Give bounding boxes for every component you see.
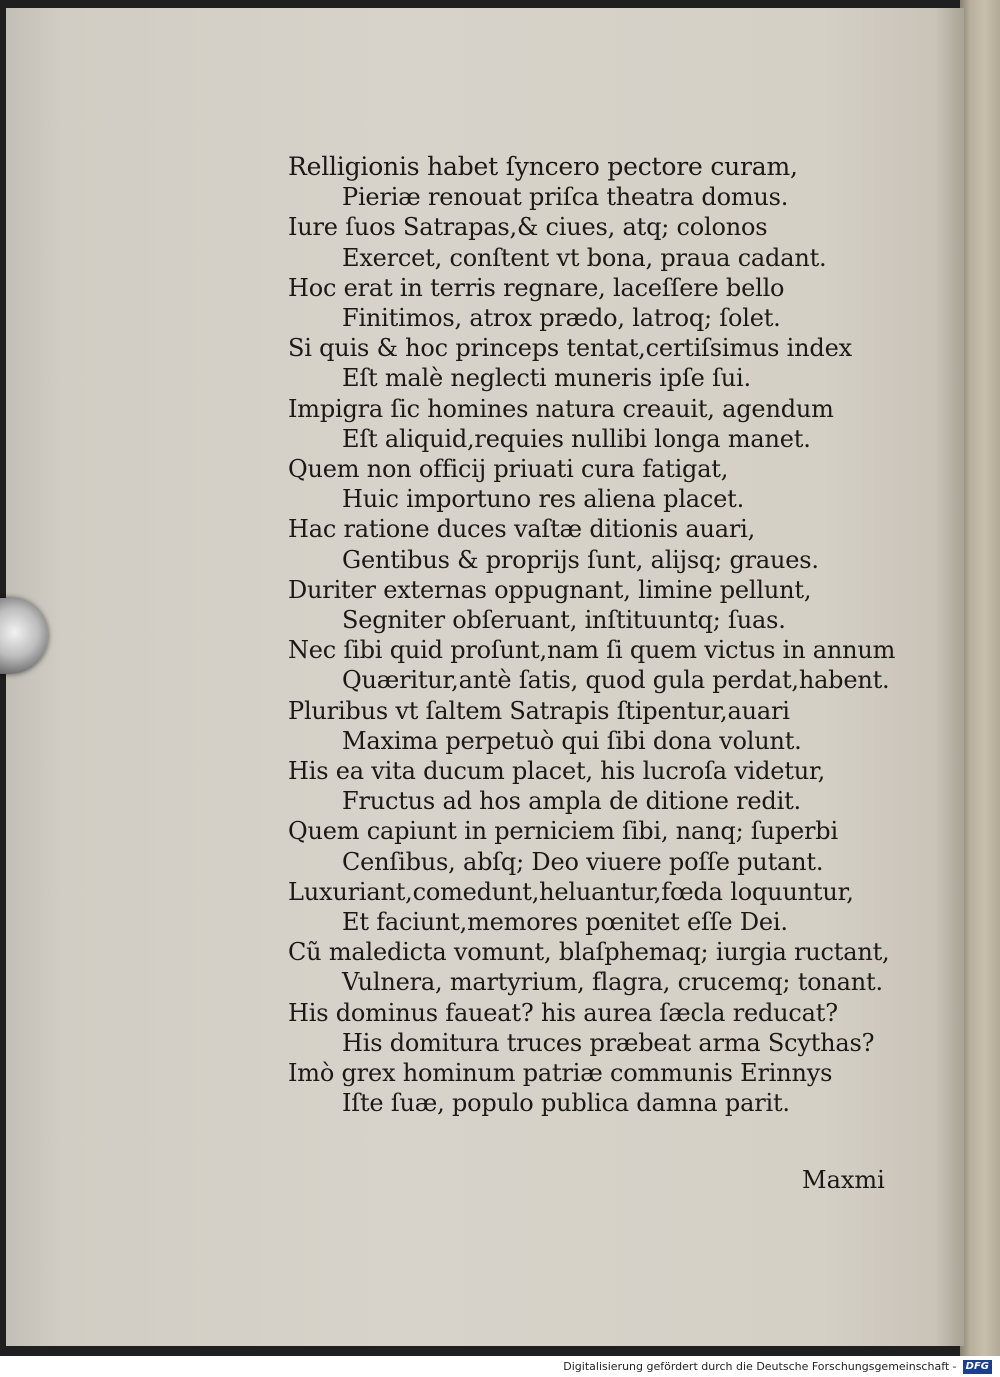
- digitization-footer: [0, 1356, 1000, 1377]
- verse-line: Huic importuno res aliena placet.: [342, 485, 745, 514]
- verse-line: Si quis & hoc princeps tentat,certiſsimus index: [288, 334, 852, 363]
- book-clasp: [0, 598, 48, 674]
- verse-line: Et faciunt,memores pœnitet eſſe Dei.: [342, 908, 788, 937]
- verse-line: Relligionis habet ſyncero pectore curam,: [288, 152, 798, 181]
- verse-line: Gentibus & proprijs ſunt, alijsq; graues.: [342, 545, 819, 574]
- dfg-logo-icon: DFG: [963, 1360, 992, 1374]
- verse-line: Hac ratione duces vaſtæ ditionis auari,: [288, 515, 756, 544]
- verse-line: Cenſibus, abſq; Deo viuere poſſe putant.: [342, 847, 824, 876]
- verse-line: Pluribus vt ſaltem Satrapis ſtipentur,auari: [288, 696, 790, 725]
- verse-line: Finitimos, atrox prædo, latroq; ſolet.: [342, 304, 781, 333]
- verse-line: Vulnera, martyrium, flagra, crucemq; tonant.: [342, 968, 883, 997]
- verse-line: Fructus ad hos ampla de ditione redit.: [342, 787, 801, 816]
- verse-line: His dominus faueat? his aurea ſæcla reducat?: [288, 998, 838, 1027]
- verse-line: Nec ſibi quid proſunt,nam ſi quem victus in annum: [288, 636, 896, 665]
- verse-line: Exercet, conſtent vt bona, praua cadant.: [342, 243, 827, 272]
- verse-text: [282, 152, 922, 1119]
- verse-line: Iure ſuos Satrapas,& ciues, atq; colonos: [288, 213, 768, 242]
- verse-line: Segniter obſeruant, inſtituuntq; ſuas.: [342, 606, 786, 635]
- verse-line: Impigra ſic homines natura creauit, agendum: [288, 394, 834, 423]
- verse-line: Pieriæ renouat priſca theatra domus.: [342, 183, 789, 212]
- facing-page-edge: [960, 0, 1000, 1356]
- verse-line: His domitura truces præbeat arma Scythas?: [342, 1028, 875, 1057]
- verse-line: Duriter externas oppugnant, limine pellunt,: [288, 575, 812, 604]
- verse-line: Quæritur,antè ſatis, quod gula perdat,habent.: [342, 666, 890, 695]
- verse-line: Iſte ſuæ, populo publica damna parit.: [342, 1089, 790, 1118]
- verse-line: Cũ maledicta vomunt, blaſphemaq; iurgia ructant,: [288, 938, 890, 967]
- catchword: Maxmi: [802, 1166, 885, 1194]
- verse-line: Hoc erat in terris regnare, laceſſere bello: [288, 273, 785, 302]
- verse-line: His ea vita ducum placet, his lucroſa videtur,: [288, 757, 826, 786]
- verse-line: Quem capiunt in perniciem ſibi, nanq; ſuperbi: [288, 817, 838, 846]
- verse-line: Imò grex hominum patriæ communis Erinnys: [288, 1059, 833, 1088]
- verse-line: Eſt aliquid,requies nullibi longa manet.: [342, 424, 811, 453]
- verse-line: Maxima perpetuò qui ſibi dona volunt.: [342, 726, 802, 755]
- verse-line: Quem non officij priuati cura fatigat,: [288, 455, 729, 484]
- funding-credit: Digitalisierung gefördert durch die Deutsche Forschungsgemeinschaft -: [563, 1360, 957, 1373]
- verse-line: Luxuriant,comedunt,heluantur,fœda loquuntur,: [288, 877, 854, 906]
- verse-line: Eſt malè neglecti muneris ipſe ſui.: [342, 364, 751, 393]
